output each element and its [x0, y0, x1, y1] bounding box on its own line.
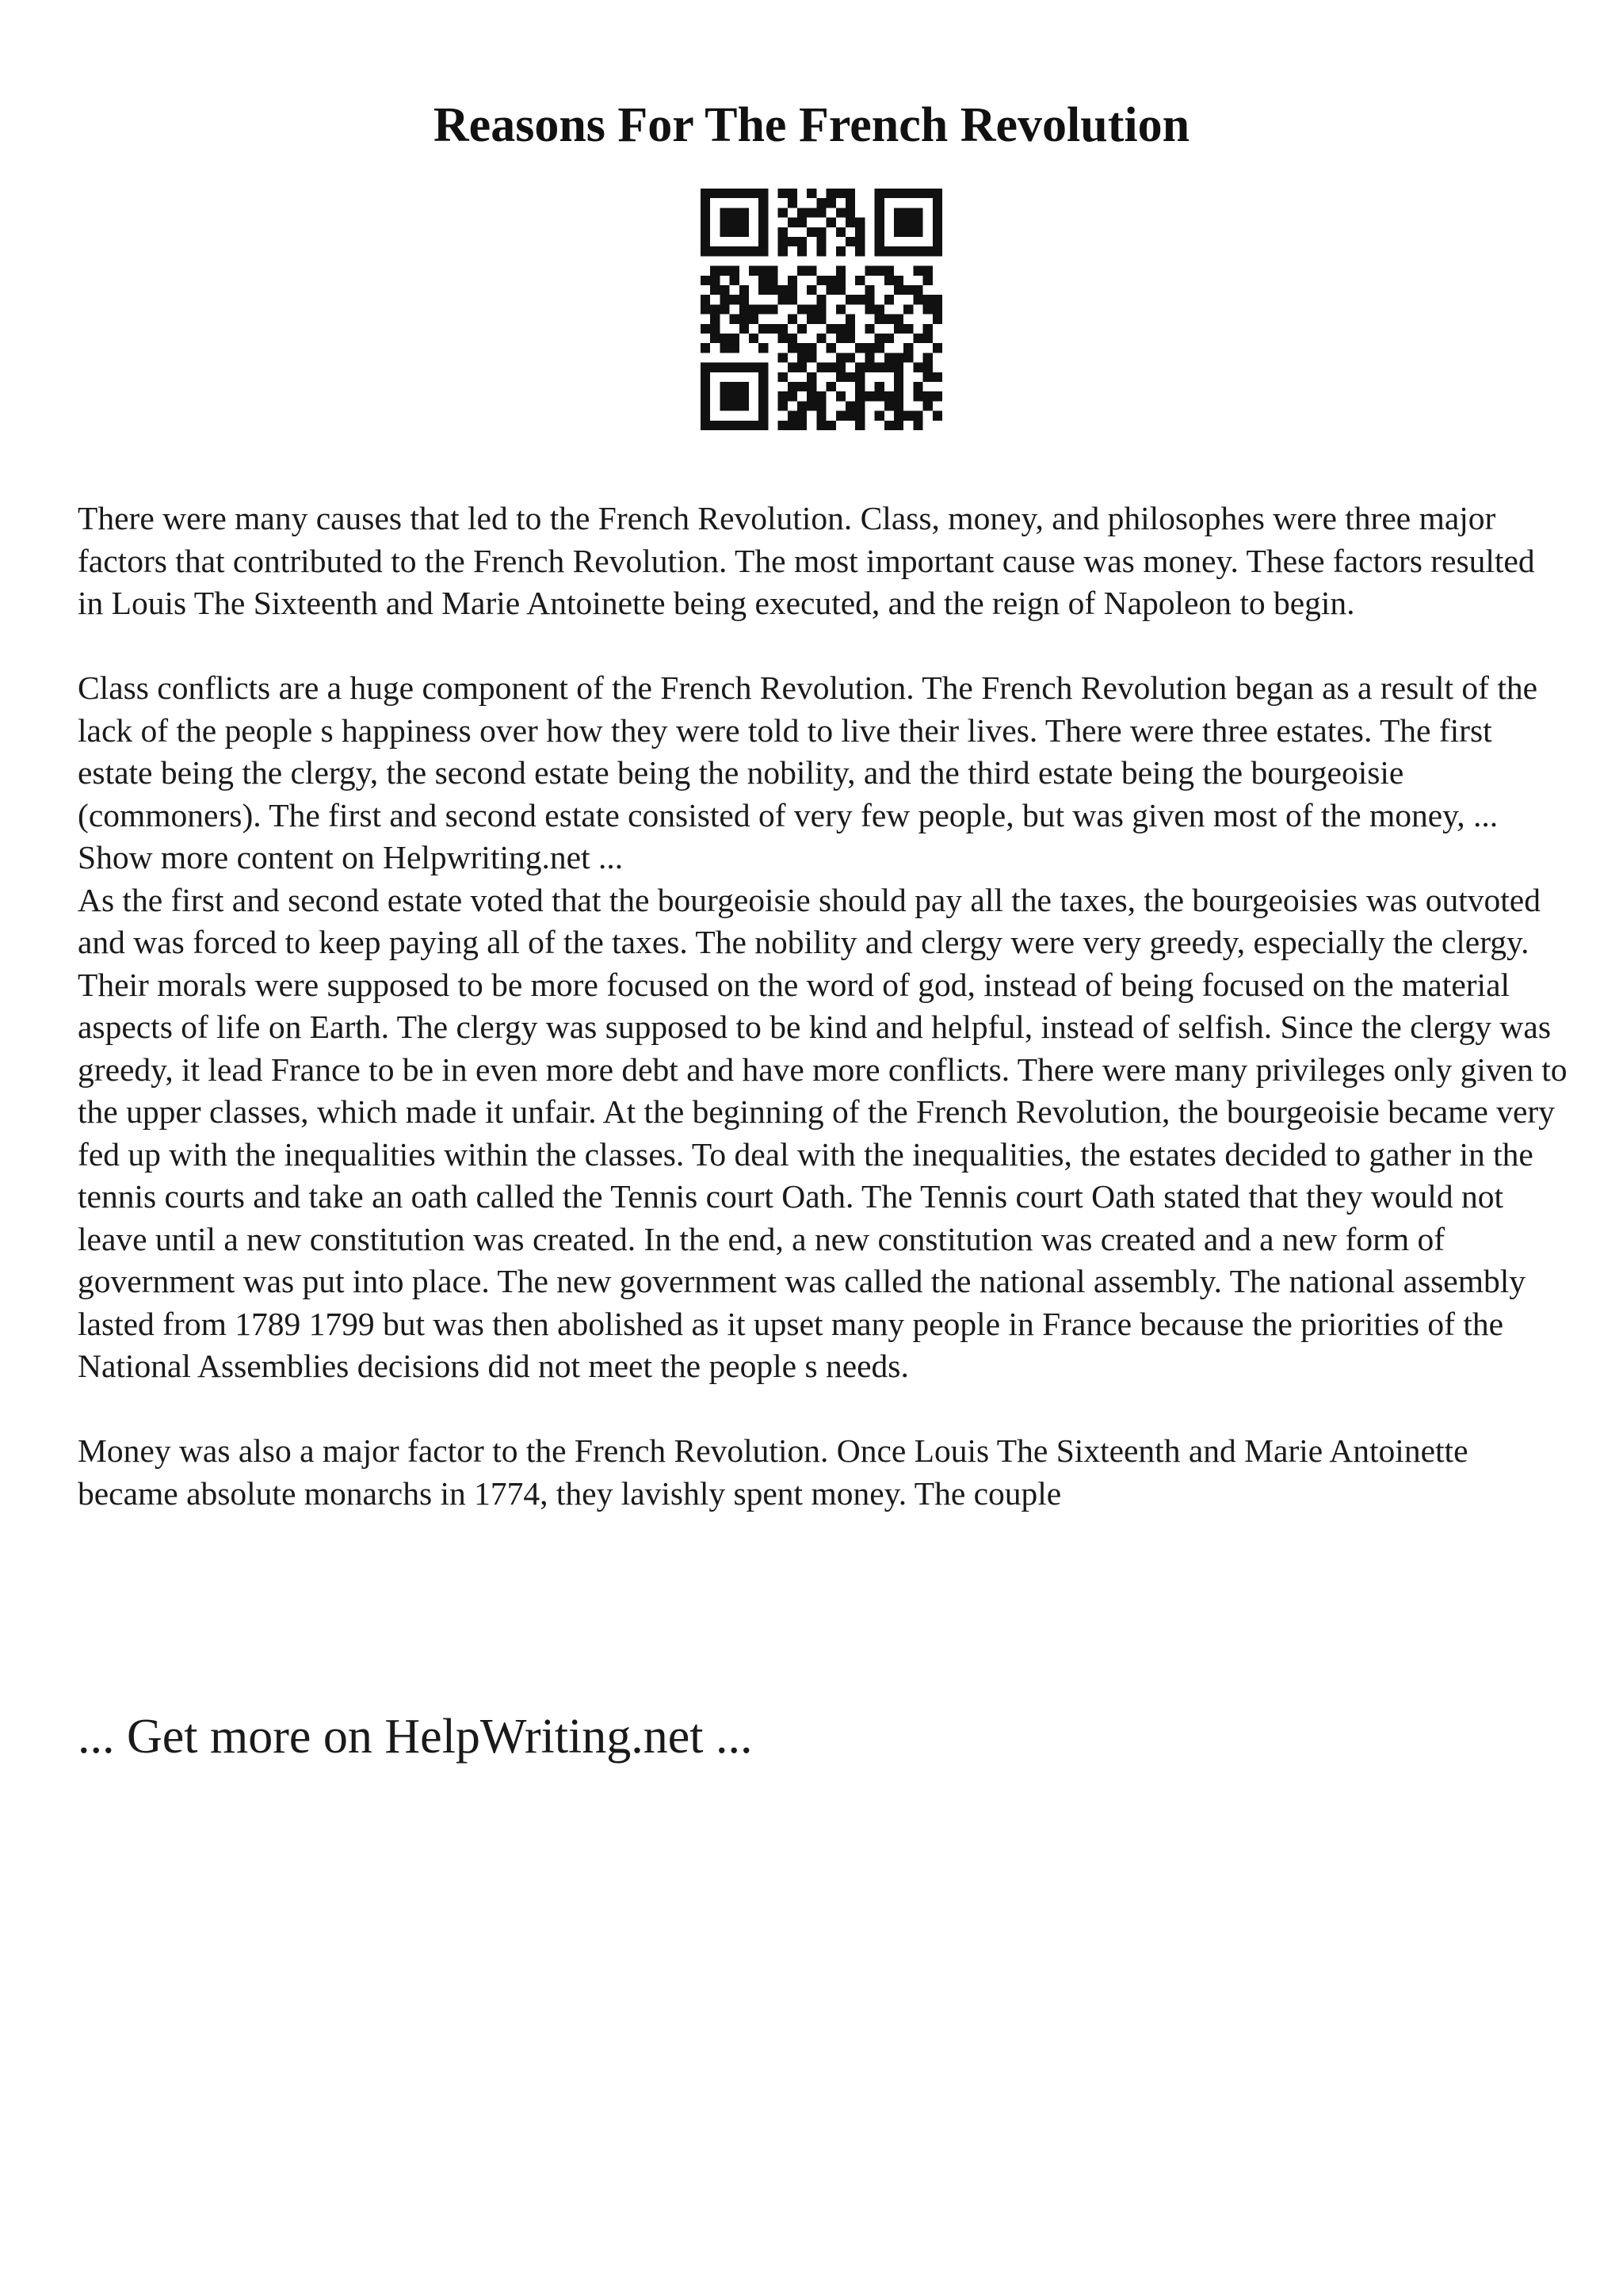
document-title: Reasons For The French Revolution: [433, 98, 1190, 152]
paragraph-money: Money was also a major factor to the French Revolution. Once Louis The Sixteenth and Marie Antoinette became absolute monarchs in 1774, they lavishly spent money. The couple: [78, 1432, 1468, 1512]
get-more-link[interactable]: ... Get more on HelpWriting.net ...: [78, 1710, 753, 1764]
paragraph-class-conflicts: Class conflicts are a huge component of the French Revolution. The French Revolution began as a result of the lack of the people s happiness over how they were told to live their lives. There were three estates. The first estate being the clergy, the second estate being the nobility, and the third estate being the bourgeoisie (commoners). The first and second estate consisted of very few people, but was given most of the money, ... Show more content on Helpwriting.net ...: [78, 669, 1538, 875]
article-body: [78, 498, 1568, 1558]
paragraph-estates-taxes: As the first and second estate voted that the bourgeoisie should pay all the taxes, the bourgeoisies was outvoted and was forced to keep paying all of the taxes. The nobility and clergy were very greedy, especially the clergy. Their morals were supposed to be more focused on the word of god, instead of being focused on the material aspects of life on Earth. The clergy was supposed to be kind and helpful, instead of selfish. Since the clergy was greedy, it lead France to be in even more debt and have more conflicts. There were many privileges only given to the upper classes, which made it unfair. At the beginning of the French Revolution, the bourgeoisie became very fed up with the inequalities within the classes. To deal with the inequalities, the estates decided to gather in the tennis courts and take an oath called the Tennis court Oath. The Tennis court Oath stated that they would not leave until a new constitution was created. In the end, a new constitution was created and a new form of government was put into place. The new government was called the national assembly. The national assembly lasted from 1789 1799 but was then abolished as it upset many people in France because the priorities of the National Assemblies decisions did not meet the people s needs.: [78, 881, 1568, 1384]
paragraph-intro: There were many causes that led to the French Revolution. Class, money, and philosophes were three major factors that contributed to the French Revolution. The most important cause was money. These factors resulted in Louis The Sixteenth and Marie Antoinette being executed, and the reign of Napoleon to begin.: [78, 500, 1535, 621]
qr-code-icon: [701, 189, 942, 430]
